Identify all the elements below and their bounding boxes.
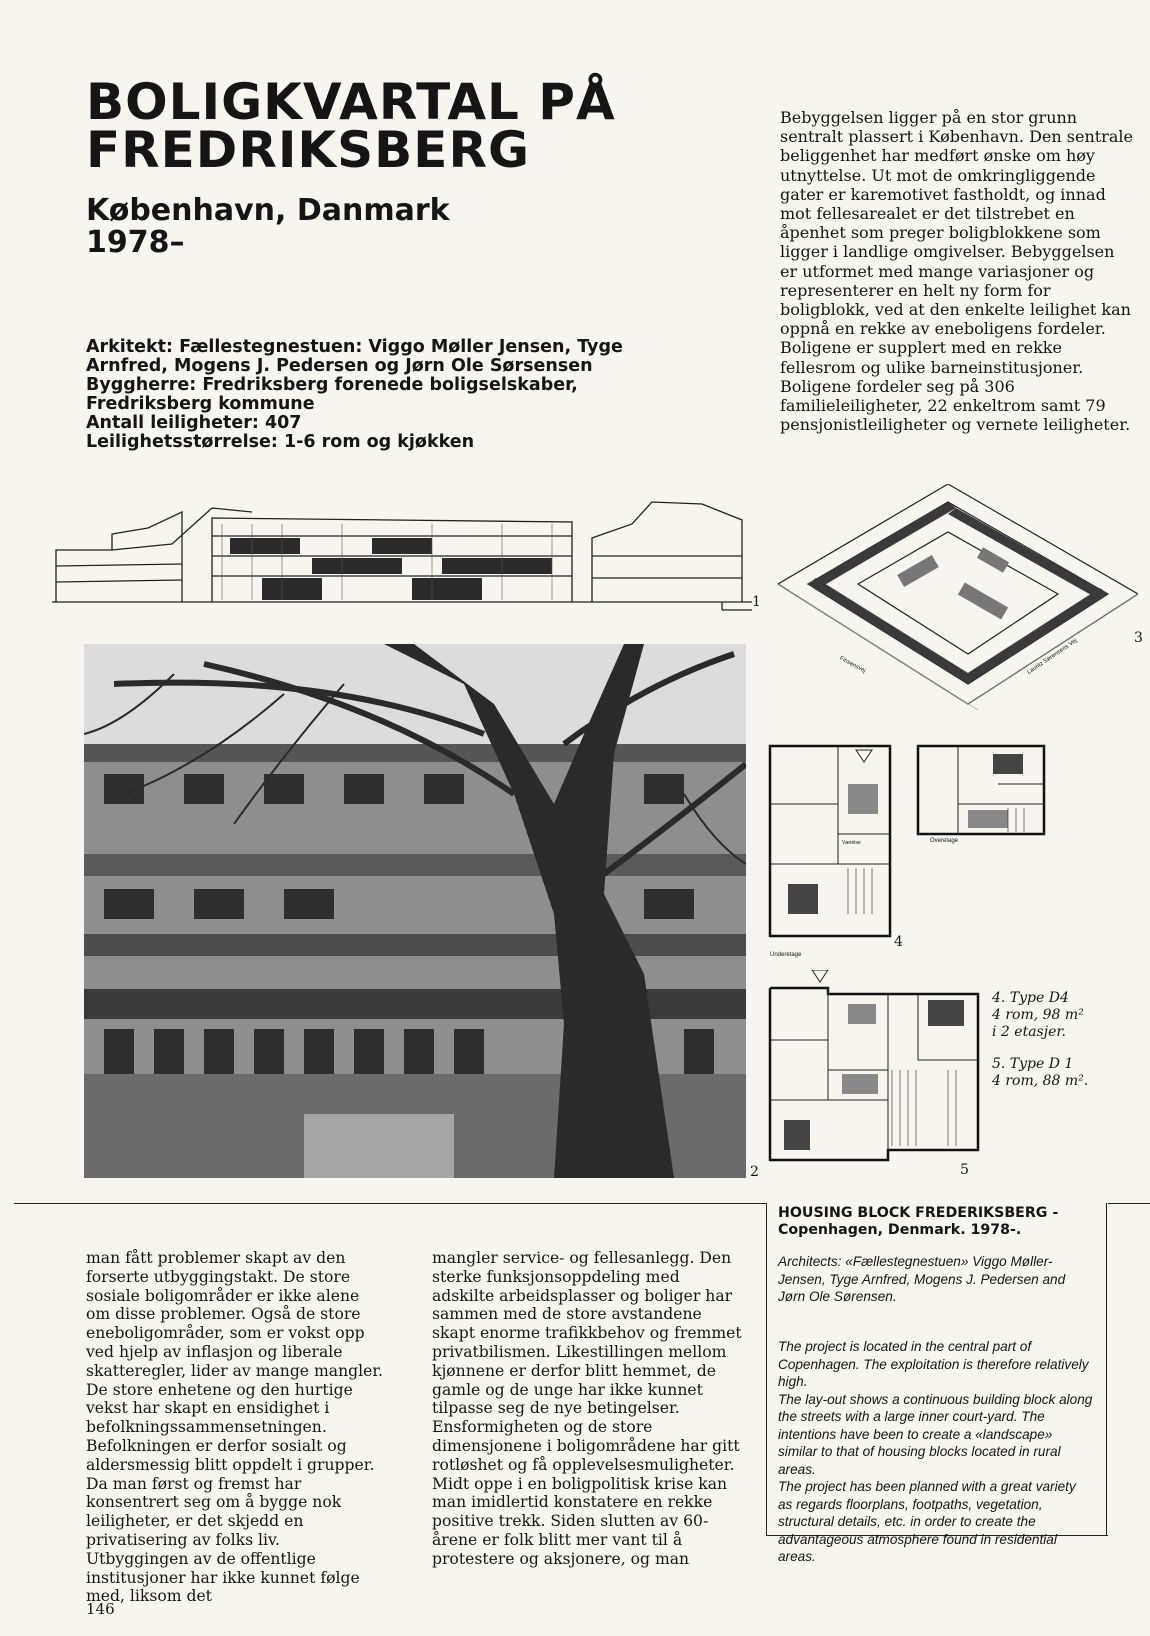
- english-summary-credits: Architects: «Fællestegnestuen» Viggo Møller-Jensen, Tyge Arnfred, Mogens J. Pedersen and Jørn Ole Sørensen.: [778, 1254, 1066, 1304]
- figure-4-number: 4: [894, 934, 903, 950]
- intro-paragraph: Bebyggelsen ligger på en stor grunn sentralt plassert i København. Den sentrale beliggenhet har medført ønske om høy utnyttelse. Ut mot de omkringliggende gater er karemotivet fastholdt, og innad mot fellesarealet er det tilstrebet en åpenhet som preger boligblokkene som ligger i landlige omgivelser. Bebyggelsen er utformet med mange variasjoner og representerer en helt ny form for boligblokk, ved at den enkelte leilighet kan oppnå en rekke av eneboligens fordeler. Boligene er supplert med en rekke fellesrom og ulike barneinstitusjoner. Boligene fordeler seg på 306 familieleiligheter, 22 enkeltrom samt 79 pensjonistleiligheter og vernete leiligheter.: [780, 108, 1133, 435]
- sidebar-rule-right: [1106, 1203, 1107, 1535]
- caption-figure-5: 5. Type D 1 4 rom, 88 m².: [992, 1056, 1089, 1089]
- floorplan-label-lower: Underetage: [770, 952, 802, 958]
- figure-5-floorplan: [768, 970, 988, 1178]
- sidebar-rule-left: [766, 1203, 767, 1535]
- figure-2-photograph: [84, 644, 746, 1178]
- page-number: 146: [86, 1600, 115, 1618]
- site-axonometric: [778, 484, 1138, 716]
- figure-3-site-axonometric: [778, 484, 1138, 716]
- floorplan-d4: [768, 744, 1098, 960]
- english-summary-body: The project is located in the central part of Copenhagen. The exploitation is therefore relatively high. The lay-out shows a continuous building block along the streets with a large inner court-yard. The intentions have been to create a «landscape» similar to that of housing blocks located in rural areas. The project has been planned with a great variety as regards floorplans, footpaths, vegetation, structural details, etc. in order to create the advantageous atmosphere found in residential areas.: [778, 1339, 1093, 1564]
- section-drawing: [52, 494, 764, 616]
- english-summary-title: HOUSING BLOCK FREDERIKSBERG - Copenhagen, Denmark. 1978-.: [778, 1205, 1059, 1238]
- horizontal-rule-right: [1108, 1203, 1150, 1204]
- housing-photo: [84, 644, 746, 1178]
- body-column-2: mangler service- og fellesanlegg. Den sterke funksjonsoppdeling med adskilte arbeidsplasser og boliger har sammen med de store avstandene skapt enorme trafikkbehov og fremmet privatbilismen. Likestillingen mellom kjønnene er derfor blitt hemmet, de gamle og de unge har ikke kunnet tilpasse seg de nye betingelser. Ensformigheten og de store dimensjonene i boligområdene har gitt rotløshet og få opplevelsesmuligheter. Midt oppe i en boligpolitisk krise kan man imidlertid konstatere en rekke positive trekk. Siden slutten av 60-årene er folk blitt mer vant til å protestere og aksjonere, og man: [432, 1249, 742, 1568]
- fact-architect: Arkitekt: Fællestegnestuen: Viggo Møller Jensen, Tyge Arnfred, Mogens J. Pedersen og Jørn Ole Sørsensen: [86, 337, 623, 376]
- street-label-lauritz: Lauritz Sørensens Vej: [1026, 638, 1079, 676]
- figure-2-number: 2: [750, 1164, 759, 1180]
- figure-1-number: 1: [752, 594, 761, 610]
- figure-5-number: 5: [960, 1162, 969, 1178]
- page-subtitle: København, Danmark 1978–: [86, 193, 450, 260]
- fact-client: Byggherre: Fredriksberg forenede boligselskaber, Fredriksberg kommune: [86, 375, 578, 414]
- figure-4-floorplans: [768, 744, 1098, 960]
- page-title: BOLIGKVARTAL PÅ FREDRIKSBERG: [86, 73, 616, 179]
- project-facts: [86, 338, 706, 452]
- body-column-1: man fått problemer skapt av den forserte utbyggingstakt. De store sosiale boligområder er ikke alene om disse problemer. Også de store eneboligområder, som er vokst opp ved hjelp av inflasjon og liberale skatteregler, lider av mange mangler. De store enhetene og den hurtige vekst har skapt en ensidighet i befolkningssammensetningen. Befolkningen er derfor sosialt og aldersmessig blitt oppdelt i grupper. Da man først og fremst har konsentrert seg om å bygge nok leiligheter, er det skjedd en privatisering av folks liv. Utbyggingen av de offentlige institusjoner har ikke kunnet følge med, liksom det: [86, 1249, 384, 1606]
- fact-apartment-count: Antall leiligheter: 407: [86, 413, 302, 433]
- fact-apartment-size: Leilighetsstørrelse: 1-6 rom og kjøkken: [86, 432, 475, 452]
- floorplan-label-room: Værelse: [842, 840, 861, 846]
- floorplan-label-upper: Overetage: [930, 838, 959, 844]
- figure-3-number: 3: [1134, 630, 1143, 646]
- floorplan-d1: [768, 970, 988, 1178]
- street-label-finsensvej: Finsensvej: [838, 655, 867, 675]
- figure-1-section-drawing: [52, 494, 764, 616]
- caption-figure-4: 4. Type D4 4 rom, 98 m² i 2 etasjer.: [992, 990, 1084, 1040]
- horizontal-rule-left: [14, 1203, 766, 1204]
